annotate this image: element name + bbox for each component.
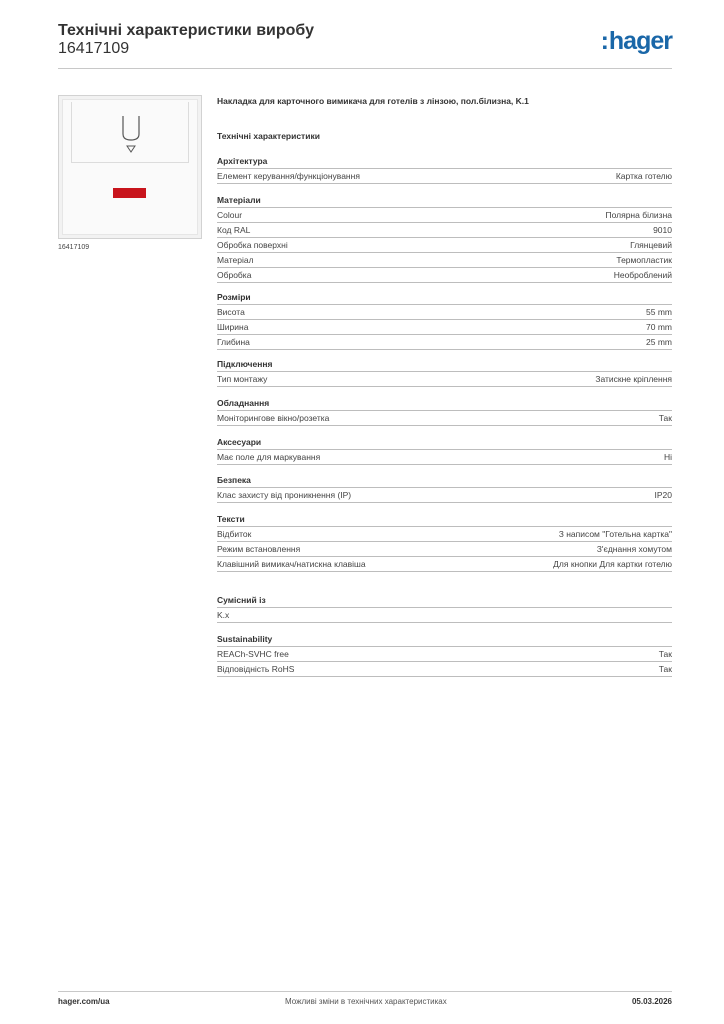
footer-note: Можливі зміни в технічних характеристиках xyxy=(285,997,447,1006)
spec-group xyxy=(217,513,672,572)
spec-label: Матеріал xyxy=(217,255,254,265)
spec-group xyxy=(217,594,672,623)
spec-row xyxy=(217,223,672,238)
spec-group xyxy=(217,291,672,350)
spec-row xyxy=(217,542,672,557)
spec-label: Глибина xyxy=(217,337,250,347)
spec-group xyxy=(217,155,672,184)
spec-label: K.x xyxy=(217,610,230,620)
spec-label: Елемент керування/функціонування xyxy=(217,171,360,181)
spec-value: Необроблений xyxy=(613,270,672,280)
product-code: 16417109 xyxy=(58,40,130,57)
spec-row xyxy=(217,305,672,320)
spec-label: Клавішний вимикач/натискна клавіша xyxy=(217,559,366,569)
spec-row xyxy=(217,527,672,542)
spec-row xyxy=(217,647,672,662)
spec-label: Моніторингове вікно/розетка xyxy=(217,413,330,423)
spec-label: Тип монтажу xyxy=(217,374,268,384)
cover-plate xyxy=(62,99,198,235)
group-title: Тексти xyxy=(217,513,672,527)
section-title: Технічні характеристики xyxy=(217,131,320,141)
logo-text: hager xyxy=(608,27,672,55)
spec-value: 9010 xyxy=(653,225,672,235)
group-title: Сумісний із xyxy=(217,594,672,608)
group-title: Sustainability xyxy=(217,633,672,647)
hager-logo: :hager xyxy=(600,27,672,55)
spec-row xyxy=(217,169,672,184)
spec-row xyxy=(217,488,672,503)
spec-group xyxy=(217,194,672,283)
spec-value: Так xyxy=(658,649,672,659)
spec-label: Обробка xyxy=(217,270,252,280)
spec-value: Ні xyxy=(663,452,672,462)
footer-divider xyxy=(58,991,672,992)
group-title: Безпека xyxy=(217,474,672,488)
group-title: Розміри xyxy=(217,291,672,305)
spec-group xyxy=(217,474,672,503)
spec-row xyxy=(217,372,672,387)
spec-label: Має поле для маркування xyxy=(217,452,321,462)
spec-row xyxy=(217,662,672,677)
spec-label: Відповідність RoHS xyxy=(217,664,295,674)
spec-row xyxy=(217,450,672,465)
spec-row xyxy=(217,320,672,335)
spec-label: Обробка поверхні xyxy=(217,240,288,250)
spec-value: 25 mm xyxy=(646,337,672,347)
group-title: Підключення xyxy=(217,358,672,372)
spec-row xyxy=(217,253,672,268)
spec-value: Картка готелю xyxy=(615,171,672,181)
document-title: Технічні характеристики виробу xyxy=(58,22,314,39)
footer-date: 05.03.2026 xyxy=(631,997,672,1006)
spec-row xyxy=(217,411,672,426)
group-title: Архітектура xyxy=(217,155,672,169)
spec-value: 70 mm xyxy=(646,322,672,332)
spec-label: Режим встановлення xyxy=(217,544,301,554)
group-title: Обладнання xyxy=(217,397,672,411)
spec-label: Клас захисту від проникнення (IP) xyxy=(217,490,352,500)
spec-value: Полярна білизна xyxy=(605,210,672,220)
spec-label: Відбиток xyxy=(217,529,252,539)
header-divider xyxy=(58,68,672,69)
spec-group xyxy=(217,436,672,465)
spec-row xyxy=(217,238,672,253)
spec-value: Термопластик xyxy=(616,255,672,265)
spec-value: 55 mm xyxy=(646,307,672,317)
red-lens xyxy=(113,188,146,198)
image-caption: 16417109 xyxy=(58,244,90,251)
spec-label: REACh-SVHC free xyxy=(217,649,289,659)
spec-row xyxy=(217,268,672,283)
spec-group xyxy=(217,633,672,677)
group-title: Аксесуари xyxy=(217,436,672,450)
spec-row xyxy=(217,557,672,572)
spec-row xyxy=(217,608,672,623)
spec-value: З написом "Готельна картка" xyxy=(558,529,672,539)
spec-value: Так xyxy=(658,413,672,423)
spec-label: Висота xyxy=(217,307,245,317)
spec-value: Затискне кріплення xyxy=(595,374,672,384)
group-title: Матеріали xyxy=(217,194,672,208)
spec-label: Colour xyxy=(217,210,243,220)
spec-label: Ширина xyxy=(217,322,249,332)
spec-value: Глянцевий xyxy=(630,240,672,250)
spec-value: IP20 xyxy=(654,490,672,500)
spec-row xyxy=(217,208,672,223)
spec-value: Для кнопки Для картки готелю xyxy=(553,559,672,569)
spec-group xyxy=(217,397,672,426)
product-image xyxy=(58,95,202,239)
spec-value: З'єднання хомутом xyxy=(596,544,672,554)
spec-group xyxy=(217,358,672,387)
spec-value: Так xyxy=(658,664,672,674)
card-insert-icon xyxy=(119,114,143,154)
website-link[interactable]: hager.com/ua xyxy=(58,997,110,1006)
product-name: Накладка для карточного вимикача для готелів з лінзою, пол.білизна, K.1 xyxy=(217,96,529,106)
spec-label: Код RAL xyxy=(217,225,251,235)
spec-row xyxy=(217,335,672,350)
